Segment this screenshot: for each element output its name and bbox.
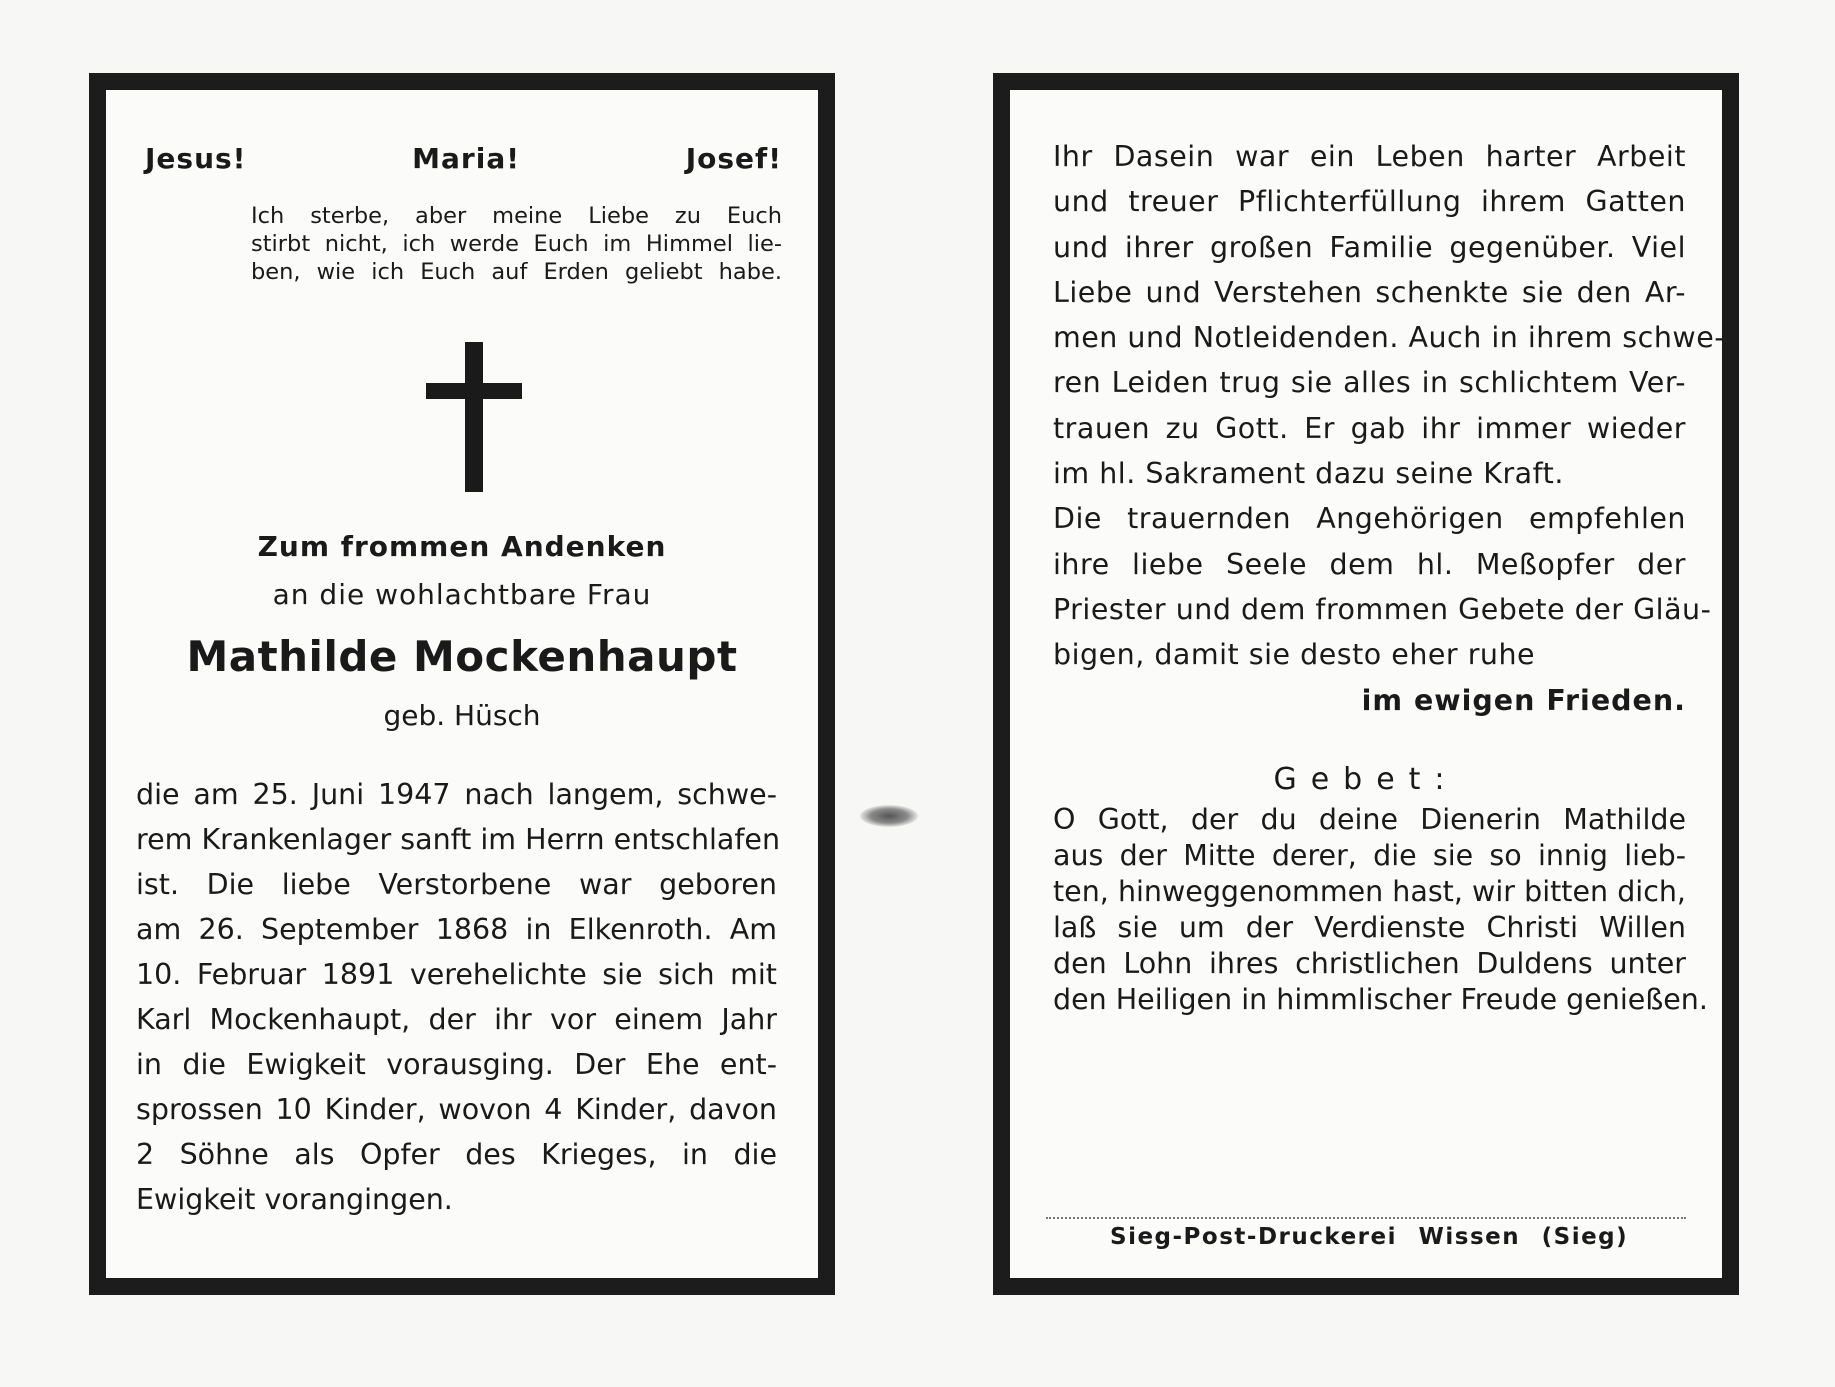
prayer-line: laß sie um der Verdienste Christi Willen: [1053, 911, 1686, 944]
eulogy-line: Priester und dem frommen Gebete der Gläu-: [1053, 592, 1712, 626]
invocations: [145, 142, 782, 175]
eulogy-text: [1053, 134, 1726, 723]
invocation-josef: Josef!: [685, 142, 782, 175]
maiden-name: geb. Hüsch: [383, 699, 541, 732]
eulogy-line: Liebe und Verstehen schenkte sie den Ar-: [1053, 275, 1686, 309]
memorial-subheading: an die wohlachtbare Frau: [272, 578, 652, 611]
farewell-quote: [251, 202, 782, 286]
prayer-line: den Heiligen in himmlischer Freude genießen.: [1053, 983, 1708, 1016]
prayer-text: [1053, 802, 1708, 1018]
printer-divider: [1046, 1217, 1686, 1219]
eulogy-line: Die trauernden Angehörigen empfehlen: [1053, 502, 1686, 536]
quote-line: Ich sterbe, aber meine Liebe zu Euch: [251, 203, 782, 229]
eulogy-line: ihre liebe Seele dem hl. Meßopfer der: [1053, 547, 1686, 581]
cross-icon: [426, 342, 522, 492]
right-card: [993, 73, 1739, 1295]
quote-line: stirbt nicht, ich werde Euch im Himmel lie-: [251, 231, 782, 257]
eulogy-line: und ihrer großen Familie gegenüber. Viel: [1053, 230, 1686, 264]
eulogy-line: und treuer Pflichterfüllung ihrem Gatten: [1053, 185, 1686, 219]
biography-line: 10. Februar 1891 verehelichte sie sich mit: [136, 958, 777, 991]
deceased-name: Mathilde Mockenhaupt: [186, 632, 738, 681]
eulogy-line: bigen, damit sie desto eher ruhe: [1053, 638, 1536, 672]
prayer-line: aus der Mitte derer, die sie so innig lieb-: [1053, 839, 1686, 872]
prayer-title: Gebet:: [1273, 762, 1459, 797]
ink-smudge: [860, 805, 918, 827]
biography-line: die am 25. Juni 1947 nach langem, schwe-: [136, 778, 777, 811]
closing-phrase: im ewigen Frieden.: [1361, 683, 1686, 717]
biography-line: ist. Die liebe Verstorbene war geboren: [136, 868, 777, 901]
quote-line: ben, wie ich Euch auf Erden geliebt habe.: [251, 259, 782, 285]
biography-line: 2 Söhne als Opfer des Krieges, in die: [136, 1138, 777, 1171]
prayer-line: ten, hinweggenommen hast, wir bitten dich,: [1053, 875, 1686, 908]
printer-credit: Sieg-Post-Druckerei Wissen (Sieg): [1110, 1224, 1629, 1250]
eulogy-line: trauen zu Gott. Er gab ihr immer wieder: [1053, 411, 1686, 445]
biography-line: in die Ewigkeit vorausging. Der Ehe ent-: [136, 1048, 777, 1081]
eulogy-line: men und Notleidenden. Auch in ihrem schwe-: [1053, 321, 1726, 355]
biography-line: Karl Mockenhaupt, der ihr vor einem Jahr: [136, 1003, 777, 1036]
biography-line: am 26. September 1868 in Elkenroth. Am: [136, 913, 777, 946]
biography-line: Ewigkeit vorangingen.: [136, 1183, 453, 1216]
eulogy-line: Ihr Dasein war ein Leben harter Arbeit: [1053, 140, 1686, 173]
biography-line: sprossen 10 Kinder, wovon 4 Kinder, davon: [136, 1093, 777, 1126]
left-card: [89, 73, 835, 1295]
prayer-line: den Lohn ihres christlichen Duldens unter: [1053, 947, 1686, 980]
biography-line: rem Krankenlager sanft im Herrn entschlafen: [136, 823, 781, 856]
invocation-jesus: Jesus!: [145, 142, 247, 175]
biography-text: [136, 772, 781, 1222]
eulogy-line: im hl. Sakrament dazu seine Kraft.: [1053, 457, 1564, 491]
prayer-line: O Gott, der du deine Dienerin Mathilde: [1053, 803, 1686, 836]
invocation-maria: Maria!: [412, 142, 520, 175]
memorial-heading: Zum frommen Andenken: [257, 530, 667, 563]
eulogy-line: ren Leiden trug sie alles in schlichtem Ver-: [1053, 366, 1686, 400]
